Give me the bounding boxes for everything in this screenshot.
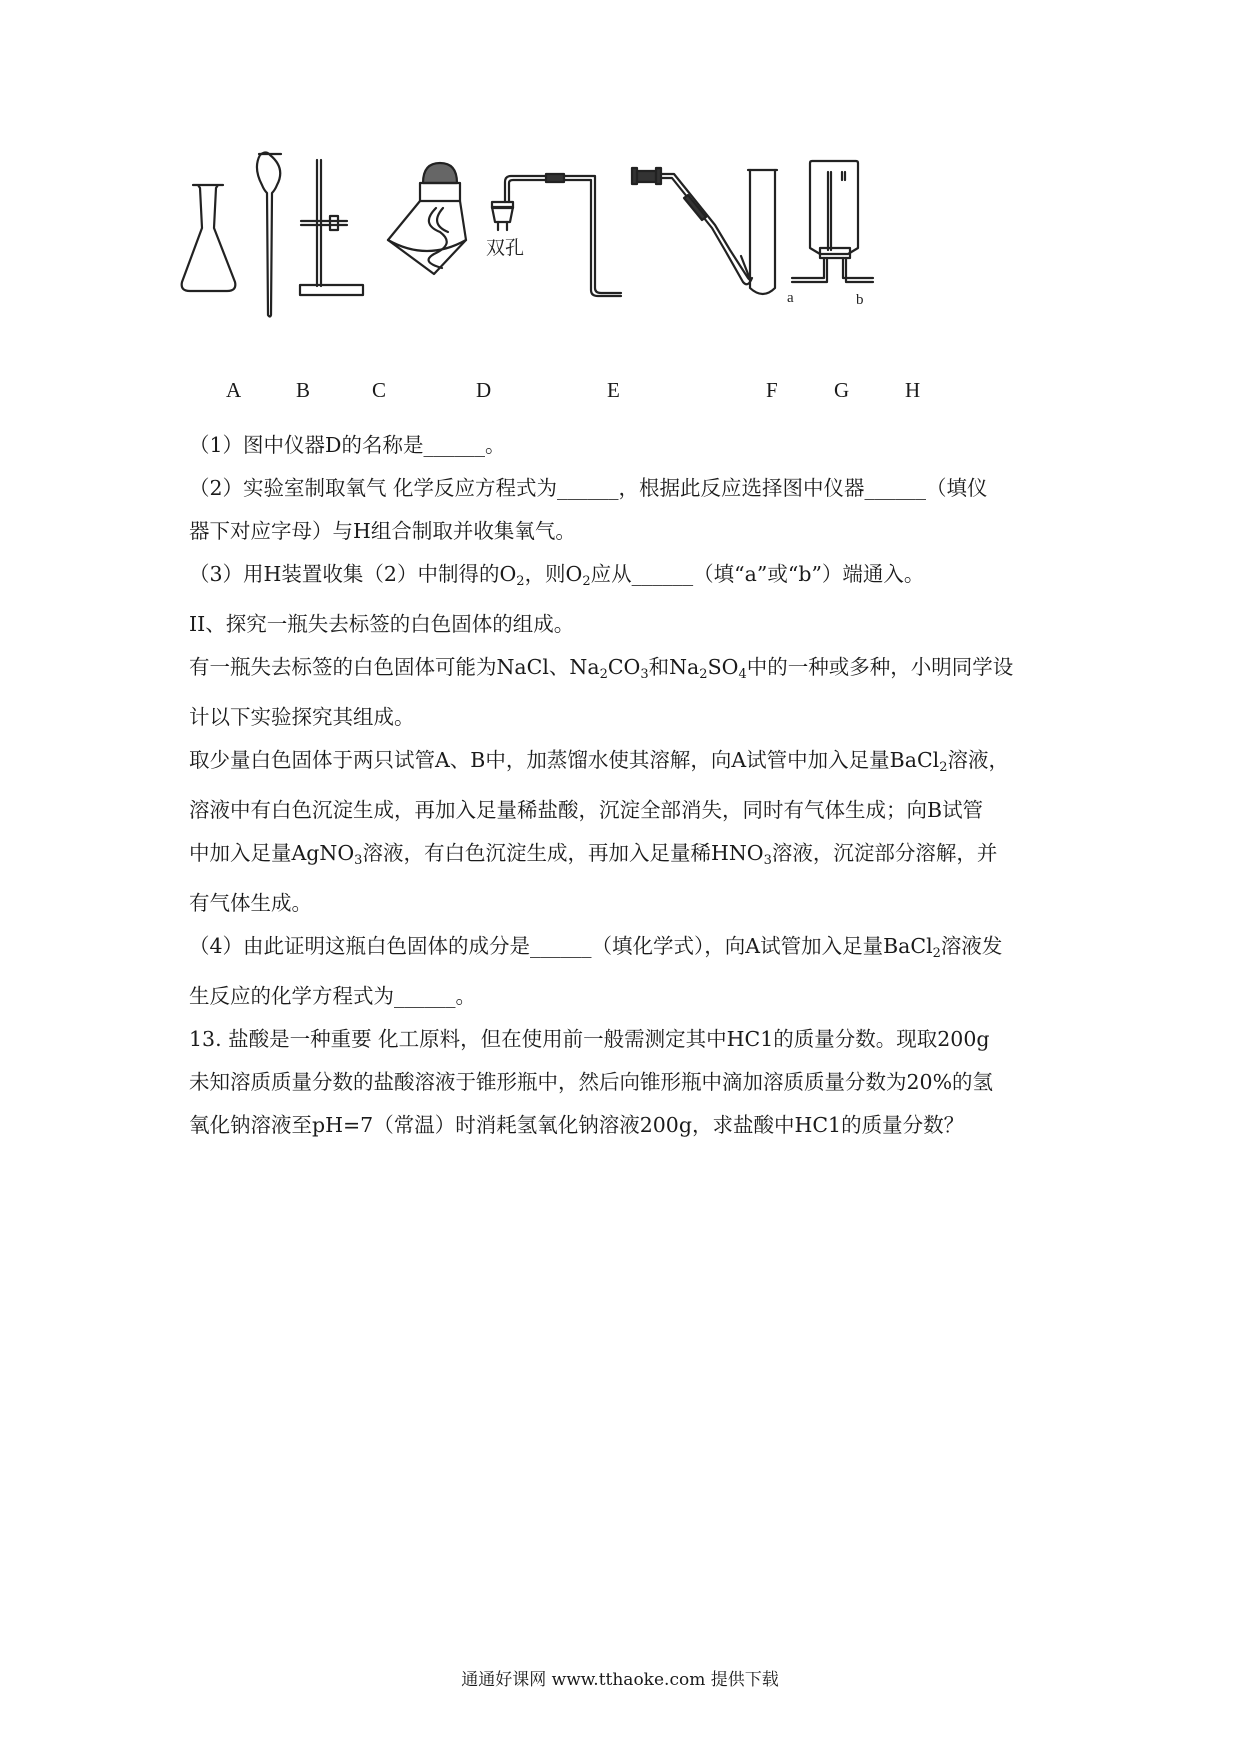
question-13-line-3: 氧化钠溶液至pH=7（常温）时消耗氢氧化钠溶液200g，求盐酸中HC1的质量分数？ <box>189 1113 965 1137</box>
two-hole-label: 双孔 <box>486 237 525 259</box>
lab-apparatus-figure <box>180 150 1080 350</box>
glass-tube-stopper-E <box>492 174 621 296</box>
label-G: G <box>834 378 850 402</box>
conical-flask-A <box>182 185 236 291</box>
iron-stand-C <box>300 160 363 295</box>
port-b-label: b <box>856 292 864 308</box>
label-F: F <box>766 378 778 402</box>
question-13-line-2: 未知溶质质量分数的盐酸溶液于锥形瓶中，然后向锥形瓶中滴加溶质质量分数为20%的氢 <box>189 1070 994 1094</box>
port-a-label: a <box>787 290 794 306</box>
question-3: （3）用H装置收集（2）中制得的$O_2$，则$O_2$应从______（填“a”或“b”）端通入。 <box>189 562 925 589</box>
question-2-line-1: （2）实验室制取氧气 化学反应方程式为______，根据此反应选择图中仪器______（填仪 <box>189 476 988 500</box>
label-A: A <box>226 378 242 402</box>
label-C: C <box>372 378 387 402</box>
gas-bottle-H <box>792 161 873 282</box>
section-ii-title: II、探究一瓶失去标签的白色固体的组成。 <box>189 612 575 636</box>
label-B: B <box>296 378 311 402</box>
question-1: （1）图中仪器D的名称是______。 <box>189 433 506 457</box>
paragraph-2-line-1: 取少量白色固体于两只试管A、B中，加蒸馏水使其溶解，向A试管中加入足量BaCl$_2$溶液， <box>189 748 1009 775</box>
label-D: D <box>476 378 492 402</box>
label-H: H <box>905 378 921 402</box>
paragraph-1-line-1: 有一瓶失去标签的白色固体可能为NaCl、$Na_2CO_3$和$Na_2SO_4$中的一种或多种，小明同学设 <box>189 655 1014 682</box>
test-tube-G <box>748 170 777 294</box>
paragraph-2-line-3: 中加入足量AgNO$_3$溶液，有白色沉淀生成，再加入足量稀$HNO_3$溶液，沉淀部分溶解，并 <box>189 841 998 868</box>
long-neck-funnel-B <box>257 153 281 317</box>
label-E: E <box>607 378 620 402</box>
paragraph-2-line-4: 有气体生成。 <box>189 891 312 915</box>
question-13-line-1: 13. 盐酸是一种重要 化工原料，但在使用前一般需测定其中HC1的质量分数。现取200g <box>189 1027 990 1051</box>
bent-tube-stopper-F <box>632 168 752 284</box>
question-2-line-2: 器下对应字母）与H组合制取并收集氧气。 <box>189 519 576 543</box>
question-text <box>189 424 1069 1147</box>
paragraph-1-line-2: 计以下实验探究其组成。 <box>189 705 415 729</box>
alcohol-lamp-D <box>388 163 466 274</box>
page-footer: 通通好课网 www.tthaoke.com 提供下载 <box>461 1670 779 1690</box>
question-4-line-2: 生反应的化学方程式为______。 <box>189 984 476 1008</box>
question-4-line-1: （4）由此证明这瓶白色固体的成分是______（填化学式），向A试管加入足量BaCl$_2$溶液发 <box>189 934 1003 961</box>
paragraph-2-line-2: 溶液中有白色沉淀生成，再加入足量稀盐酸，沉淀全部消失，同时有气体生成；向B试管 <box>189 798 984 822</box>
